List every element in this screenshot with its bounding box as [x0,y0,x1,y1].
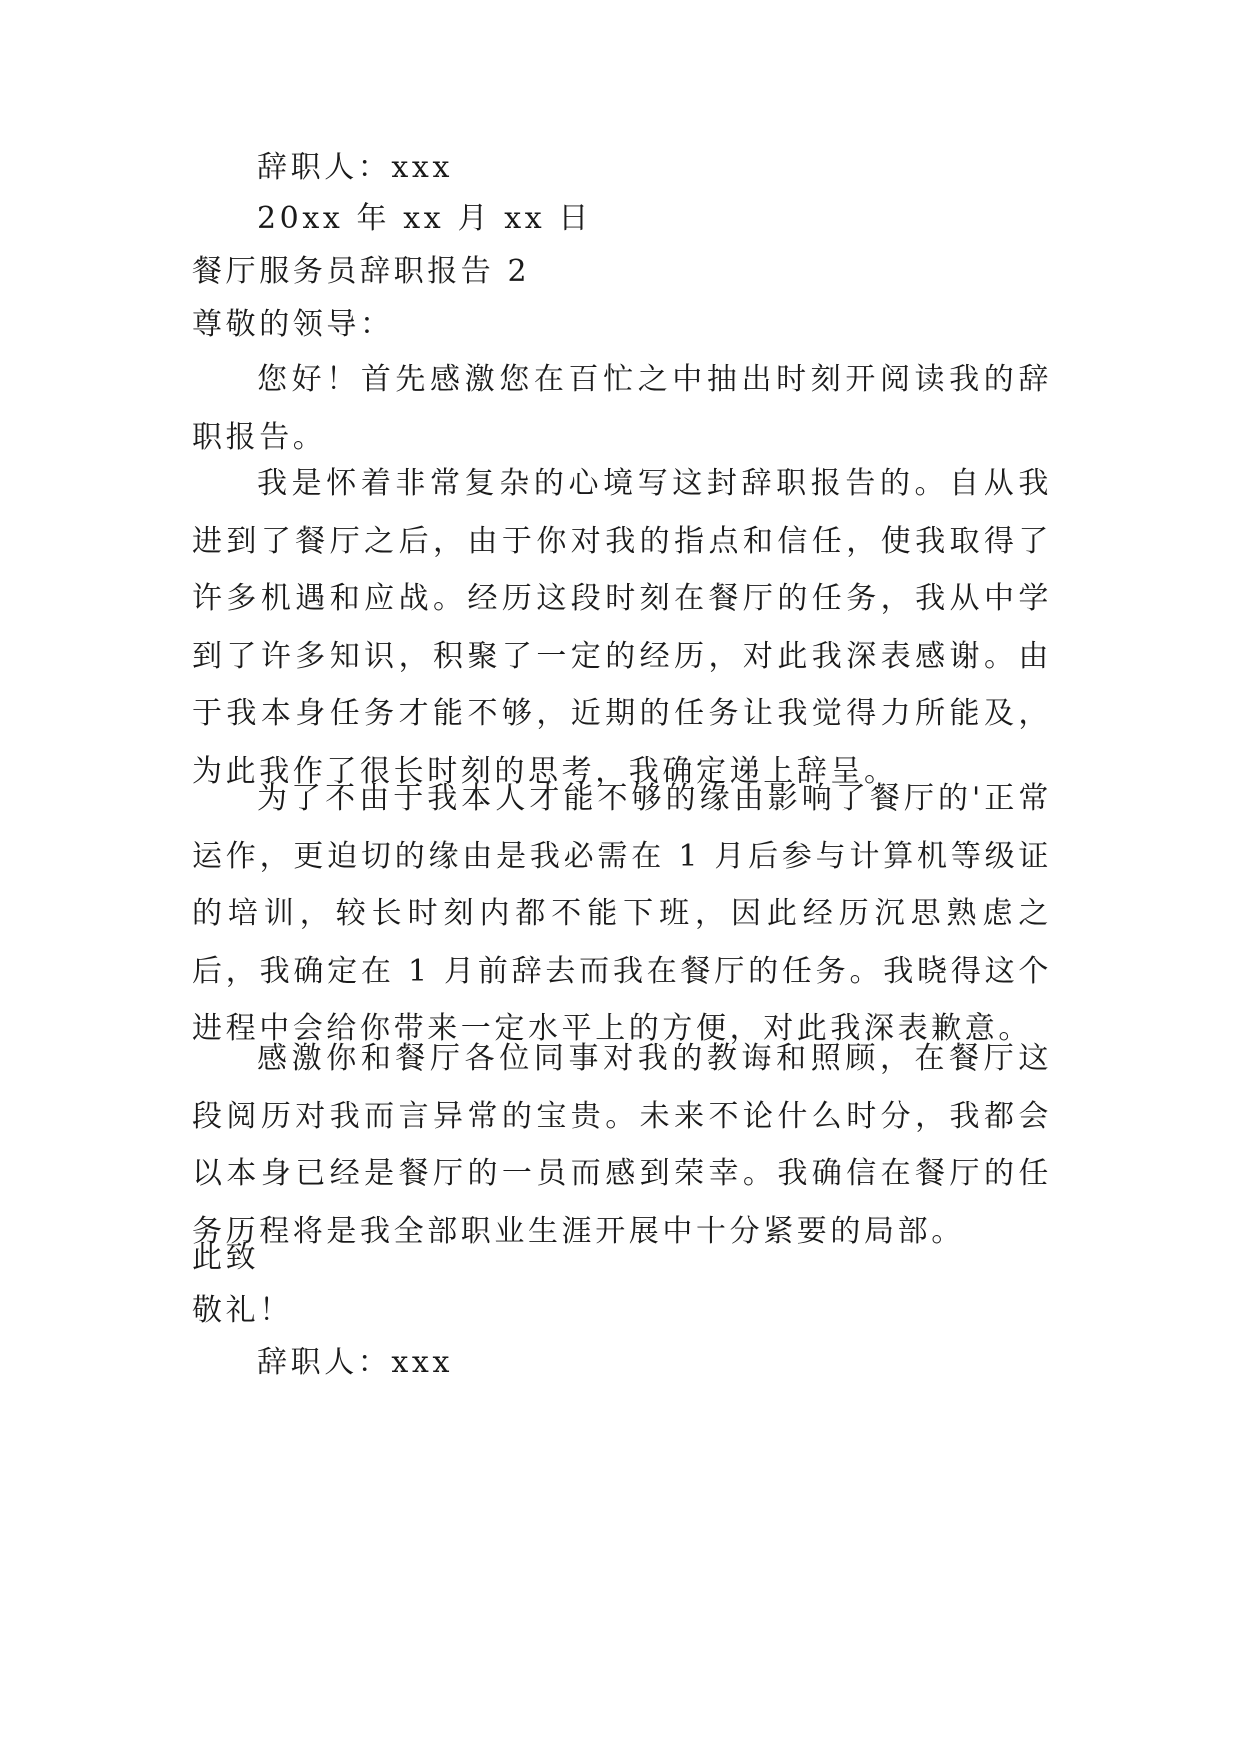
salutation: 尊敬的领导： [192,307,394,342]
signer-line-top: 辞职人：xxx [257,150,453,185]
date-line: 20xx 年 xx 月 xx 日 [257,201,592,236]
signer-line-bottom: 辞职人：xxx [257,1345,453,1380]
paragraph-4: 感激你和餐厅各位同事对我的教诲和照顾，在餐厅这段阅历对我而言异常的宝贵。未来不论什么时分，我都会以本身已经是餐厅的一员而感到荣幸。我确信在餐厅的任务历程将是我全部职业生涯开展中十分紧要的局部。 [192,1041,1052,1249]
closing-cizhi: 此致 [192,1240,260,1275]
document-title: 餐厅服务员辞职报告 2 [192,254,531,289]
paragraph-3: 为了不由于我本人才能不够的缘由影响了餐厅的'正常运作，更迫切的缘由是我必需在 1 月后参与计算机等级证的培训，较长时刻内都不能下班，因此经历沉思熟虑之后，我确定在 1 月前辞去而我在餐厅的任务。我晓得这个进程中会给你带来一定水平上的方便，对此我深表歉意。 [192,781,1052,1047]
closing-jingli: 敬礼！ [192,1293,293,1328]
paragraph-2: 我是怀着非常复杂的心境写这封辞职报告的。自从我进到了餐厅之后，由于你对我的指点和信任，使我取得了许多机遇和应战。经历这段时刻在餐厅的任务，我从中学到了许多知识，积聚了一定的经历，对此我深表感谢。由于我本身任务才能不够，近期的任务让我觉得力所能及，为此我作了很长时刻的思考，我确定递上辞呈。 [192,466,1052,789]
paragraph-1: 您好！首先感激您在百忙之中抽出时刻开阅读我的辞职报告。 [192,362,1052,455]
